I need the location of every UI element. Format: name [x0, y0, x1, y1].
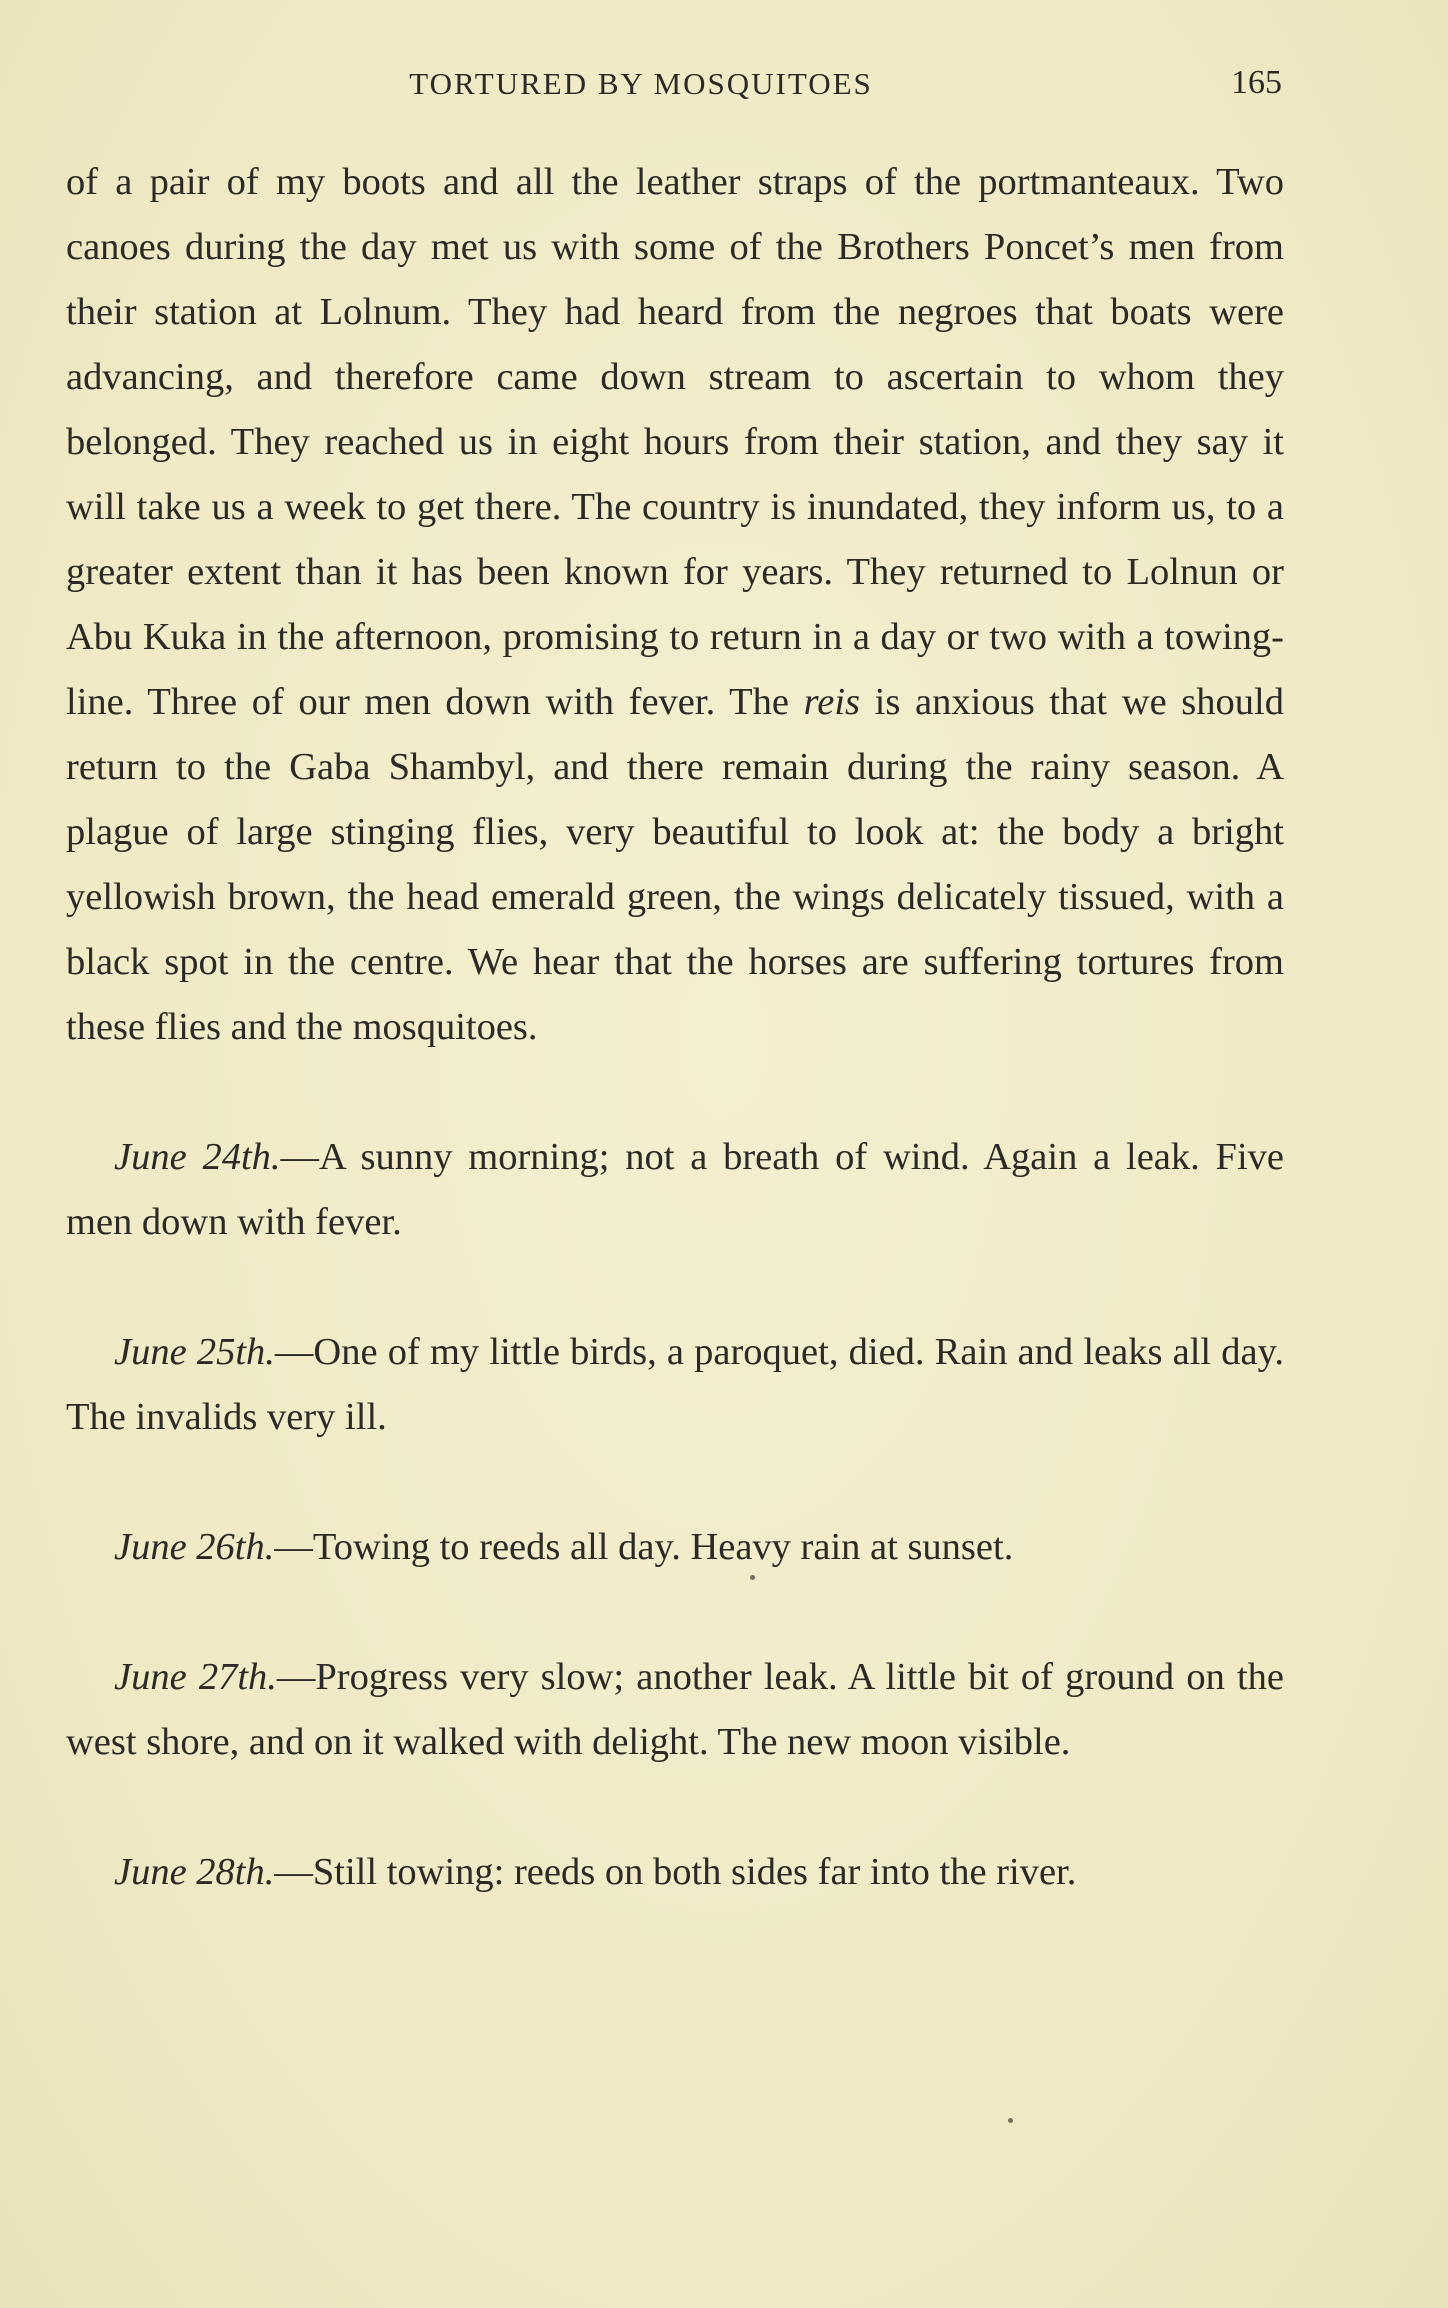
diary-entry [66, 1645, 1284, 1775]
print-speck [1008, 2118, 1013, 2123]
entry-text: —Towing to reeds all day. Heavy rain at sunset. [274, 1526, 1014, 1568]
reis-word: reis [803, 681, 860, 723]
entry-text: —A sunny morning; not a breath of wind. Again a leak. Five men down with fever. [66, 1136, 1284, 1243]
print-speck [750, 1575, 755, 1580]
paragraph-text-continued: is anxious that we should return to the Gaba Shambyl, and there remain during the rainy season. A plague of large stinging flies, very beautiful to look at: the body a bright yellowish brown, the head emerald green, the wings delicately tissued, with a black spot in the centre. We hear that the horses are suffering tortures from these flies and the mosquitoes. [66, 681, 1284, 1048]
diary-entry [66, 1320, 1284, 1450]
running-title: TORTURED BY MOSQUITOES [409, 66, 873, 101]
entry-text: —One of my little birds, a paroquet, died. Rain and leaks all day. The invalids very ill. [66, 1331, 1284, 1438]
diary-entry [66, 1840, 1284, 1905]
continuation-paragraph [66, 150, 1284, 1060]
page-number: 165 [1231, 64, 1282, 101]
entry-date: June 24th. [114, 1136, 281, 1178]
entry-date: June 27th. [114, 1656, 277, 1698]
paragraph-text: of a pair of my boots and all the leather straps of the portmanteaux. Two canoes during the day met us with some of the Brothers Poncet’s men from their station at Lolnum. They had heard from the negroes that boats were advancing, and therefore came down stream to ascertain to whom they belonged. They reached us in eight hours from their station, and they say it will take us a week to get there. The country is inundated, they inform us, to a greater extent than it has been known for years. They returned to Lolnun or Abu Kuka in the afternoon, promising to return in a day or two with a towing-line. Three of our men down with fever. The [66, 161, 1284, 723]
entry-date: June 26th. [114, 1526, 275, 1568]
diary-entry [66, 1125, 1284, 1255]
diary-entry [66, 1515, 1284, 1580]
body-text [66, 150, 1284, 1905]
entry-text: —Still towing: reeds on both sides far into the river. [274, 1851, 1077, 1893]
entry-date: June 28th. [114, 1851, 275, 1893]
running-head [66, 60, 1282, 110]
entry-text: —Progress very slow; another leak. A little bit of ground on the west shore, and on it walked with delight. The new moon visible. [66, 1656, 1284, 1763]
entry-date: June 25th. [114, 1331, 275, 1373]
